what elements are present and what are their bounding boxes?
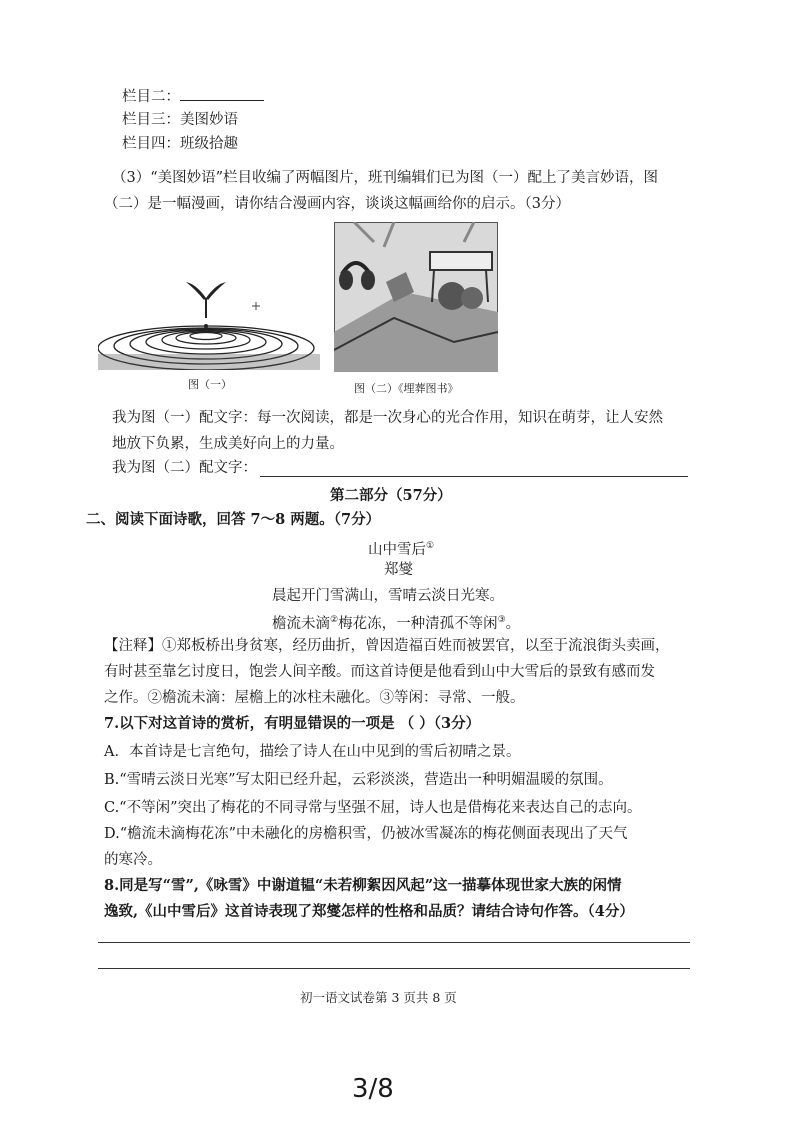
column-two-blank — [180, 86, 264, 101]
page-indicator: 3/8 — [352, 1074, 394, 1104]
poem-title-text: 山中雪后 — [368, 541, 426, 558]
question-8-answer-line-2 — [98, 968, 690, 969]
page-footer: 初一语文试卷第 3 页共 8 页 — [300, 990, 457, 1005]
notes-line2: 有时甚至靠乞讨度日，饱尝人间辛酸。而这首诗便是他看到山中大雪后的景致有感而发 — [104, 664, 655, 680]
poem-line-2-part-b: 梅花冻，一种清孤不等闲 — [338, 615, 498, 632]
figure-two-caption: 图（二）《埋葬图书》 — [354, 382, 459, 395]
column-two-row — [122, 86, 264, 107]
poem-line-2-end: 。 — [505, 615, 521, 632]
figure-two-answer-blank — [260, 476, 688, 477]
question-3-line1: （3）“美图妙语”栏目收编了两幅图片，班刊编辑们已为图（一）配上了美言妙语，图 — [112, 170, 659, 186]
column-two-label: 栏目二： — [122, 89, 180, 105]
figure-one-answer-line2: 地放下负累，生成美好向上的力量。 — [112, 436, 344, 452]
question-7-option-c: C.“不等闲”突出了梅花的不同寻常与坚强不屈，诗人也是借梅花来表达自己的志向。 — [104, 800, 642, 816]
question-8-line2: 逸致,《山中雪后》这首诗表现了郑燮怎样的性格和品质？请结合诗句作答。（4分） — [104, 903, 634, 920]
question-7-option-d-line2: 的寒冷。 — [104, 852, 162, 868]
poem-line-1: 晨起开门雪满山，雪晴云淡日光寒。 — [272, 588, 504, 604]
part-two-heading: 第二部分（57分） — [330, 487, 452, 504]
notes-line1: 【注释】①郑板桥出身贫寒，经历曲折，曾因造福百姓而被罢官，以至于流浪街头卖画， — [104, 638, 670, 654]
section-two-title: 二、阅读下面诗歌，回答 7～8 两题。（7分） — [86, 511, 381, 528]
question-8-answer-line-1 — [98, 942, 690, 943]
figure-one-answer-line1: 我为图（一）配文字：每一次阅读，都是一次身心的光合作用，知识在萌芽，让人安然 — [112, 410, 663, 426]
poem-line-2-note-a: ② — [330, 615, 339, 625]
question-7-stem: 7.以下对这首诗的赏析，有明显错误的一项是 （ ）（3分） — [104, 715, 481, 732]
poem-line-2-note-b: ③ — [497, 615, 506, 625]
question-7-option-d-line1: D.“檐流未滴梅花冻”中未融化的房檐积雪，仍被冰雪凝冻的梅花侧面表现出了天气 — [104, 826, 628, 842]
question-3-line2: （二）是一幅漫画，请你结合漫画内容，谈谈这幅画给你的启示。（3分） — [104, 196, 570, 212]
poem-line-2-part-a: 檐流未滴 — [272, 615, 330, 632]
column-three-text: 栏目三：美图妙语 — [122, 112, 238, 128]
question-7-option-b: B.“雪晴云淡日光寒”写太阳已经升起，云彩淡淡，营造出一种明媚温暖的氛围。 — [104, 772, 613, 788]
poem-author: 郑燮 — [384, 562, 413, 578]
figure-two-answer-label: 我为图（二）配文字： — [112, 460, 257, 476]
poem-line-2 — [272, 610, 520, 634]
notes-line3: 之作。②檐流未滴：屋檐上的冰柱未融化。③等闲：寻常、一般。 — [104, 690, 525, 706]
figure-two-image — [334, 222, 498, 372]
question-7-option-a: A．本首诗是七言绝句，描绘了诗人在山中见到的雪后初晴之景。 — [104, 744, 521, 760]
figure-one-caption: 图（一） — [188, 378, 232, 391]
poem-title-note: ① — [426, 541, 435, 551]
column-four-text: 栏目四：班级拾趣 — [122, 136, 238, 152]
poem-title — [368, 536, 434, 560]
question-8-line1: 8.同是写“雪”,《咏雪》中谢道韫“未若柳絮因风起”这一描摹体现世家大族的闲情 — [104, 877, 622, 894]
figure-one-image — [98, 270, 320, 370]
